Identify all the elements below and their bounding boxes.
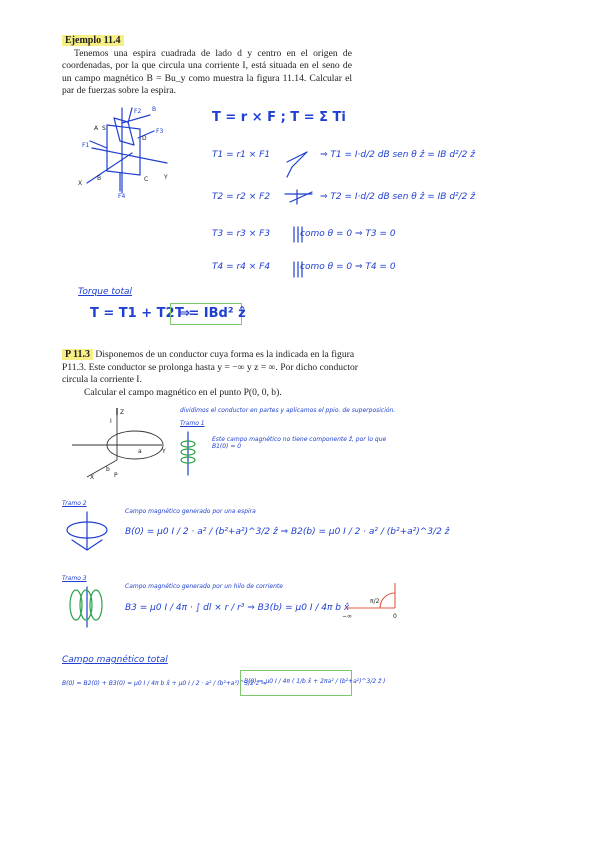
point-label-p: P (114, 472, 118, 479)
axis-label-z: Z (120, 409, 125, 416)
force-label-f4: F4 (118, 193, 126, 200)
angle-sketch (340, 578, 415, 623)
tramo2-note: Campo magnético generado por una espira (125, 508, 256, 515)
eq-torque-def: T = r × F ; T = Σ Ti (212, 110, 346, 125)
tramo1-label: Tramo 1 (180, 420, 205, 427)
eq-t3: T3 = r3 × F3 (212, 229, 271, 239)
eq-t4: T4 = r4 × F4 (212, 262, 271, 272)
tramo3-label: Tramo 3 (62, 575, 87, 582)
axis-label-y: Y (162, 448, 166, 455)
height-label: b (106, 466, 110, 473)
eq-t2-result: ⇒ T2 = I·d/2 dB sen θ ẑ = IB d²/2 ẑ (320, 192, 475, 202)
tramo2-label: Tramo 2 (62, 500, 87, 507)
loop-label-c: C (144, 176, 149, 183)
field-label-b: B (152, 106, 157, 113)
torque-total-boxed: T = IBd² ẑ (175, 306, 246, 321)
force-label-f2: F2 (134, 108, 142, 115)
tramo3-sketch (62, 585, 112, 630)
torque-total-heading: Torque total (78, 287, 132, 297)
eq-t4-result: como θ = 0 ⇒ T4 = 0 (300, 262, 396, 272)
total-boxed: B(0) = μ0 I / 4π ( 1/b x̂ + 2πa² / (b²+a²)^3/2 ẑ ) (244, 678, 386, 685)
zero-label: 0 (393, 613, 397, 620)
loop-label-y: Y (164, 174, 168, 181)
force-label-f1: F1 (82, 142, 90, 149)
minus-inf-label: −∞ (342, 613, 353, 620)
torque-total-eq: T = T1 + T2 ⇒ (90, 306, 191, 321)
tramo1-sketch (180, 430, 210, 478)
example-text: Tenemos una espira cuadrada de lado d y centro en el origen de coordenadas, por la que circula una corriente I, está situada en el seno de un campo magnético B = Bu_y como muestra la figura 11.14. Calcular el par de fuerzas sobre la espira. (62, 47, 352, 97)
eq-t3-result: como θ = 0 ⇒ T3 = 0 (300, 229, 396, 239)
axis-label-x: X (90, 474, 95, 481)
total-eq: B(0) = B2(0) + B3(0) = μ0 I / 4π b x̂ + μ0 I / 2 · a² / (b²+a²)^3/2 ẑ ⇒ (62, 680, 266, 687)
problem-question: Calcular el campo magnético en el punto P(0, 0, b). (84, 386, 282, 398)
tramo3-note: Campo magnético generado por un hilo de corriente (125, 583, 283, 590)
force-label-f3: F3 (156, 128, 164, 135)
example-block (62, 35, 352, 98)
radius-label: a (138, 448, 142, 455)
current-label: I (110, 418, 112, 425)
angle-label: π/2 (370, 598, 380, 605)
p-intro-note: dividimos el conductor en partes y aplicamos el ppio. de superposición. (180, 407, 396, 414)
loop-label-s: S (102, 125, 106, 132)
problem-tag: P 11.3 (62, 349, 93, 360)
problem-text: Disponemos de un conductor cuya forma es la indicada en la figura P11.3. Este conductor se prolonga hasta y = −∞ y z = ∞. Por dicho conductor circula la corriente I. (62, 349, 358, 386)
total-heading: Campo magnético total (62, 655, 168, 665)
loop-label-d: D (142, 135, 147, 142)
loop-label-b: B (97, 175, 102, 182)
force-sketches (282, 142, 322, 282)
tramo2-sketch (62, 510, 112, 555)
problem-block (62, 349, 374, 399)
example-tag: Ejemplo 11.4 (62, 35, 124, 46)
loop-label-a: A (94, 125, 99, 132)
loop-label-x: X (78, 180, 83, 187)
tramo1-note: Este campo magnético no tiene componente ẑ, por lo que B1(0) = 0 (212, 436, 387, 450)
square-loop-figure (72, 103, 172, 198)
eq-t1-result: ⇒ T1 = I·d/2 dB sen θ ẑ = IB d²/2 ẑ (320, 150, 475, 160)
tramo3-eq: B3 = μ0 I / 4π · ∫ dl × r / r³ ⇒ B3(b) = μ0 I / 4π b x̂ (125, 603, 350, 613)
eq-t1: T1 = r1 × F1 (212, 150, 271, 160)
conductor-figure (62, 405, 172, 480)
tramo2-eq: B(0) = μ0 I / 2 · a² / (b²+a²)^3/2 ẑ ⇒ B2(b) = μ0 I / 2 · a² / (b²+a²)^3/2 ẑ (125, 527, 450, 537)
eq-t2: T2 = r2 × F2 (212, 192, 271, 202)
